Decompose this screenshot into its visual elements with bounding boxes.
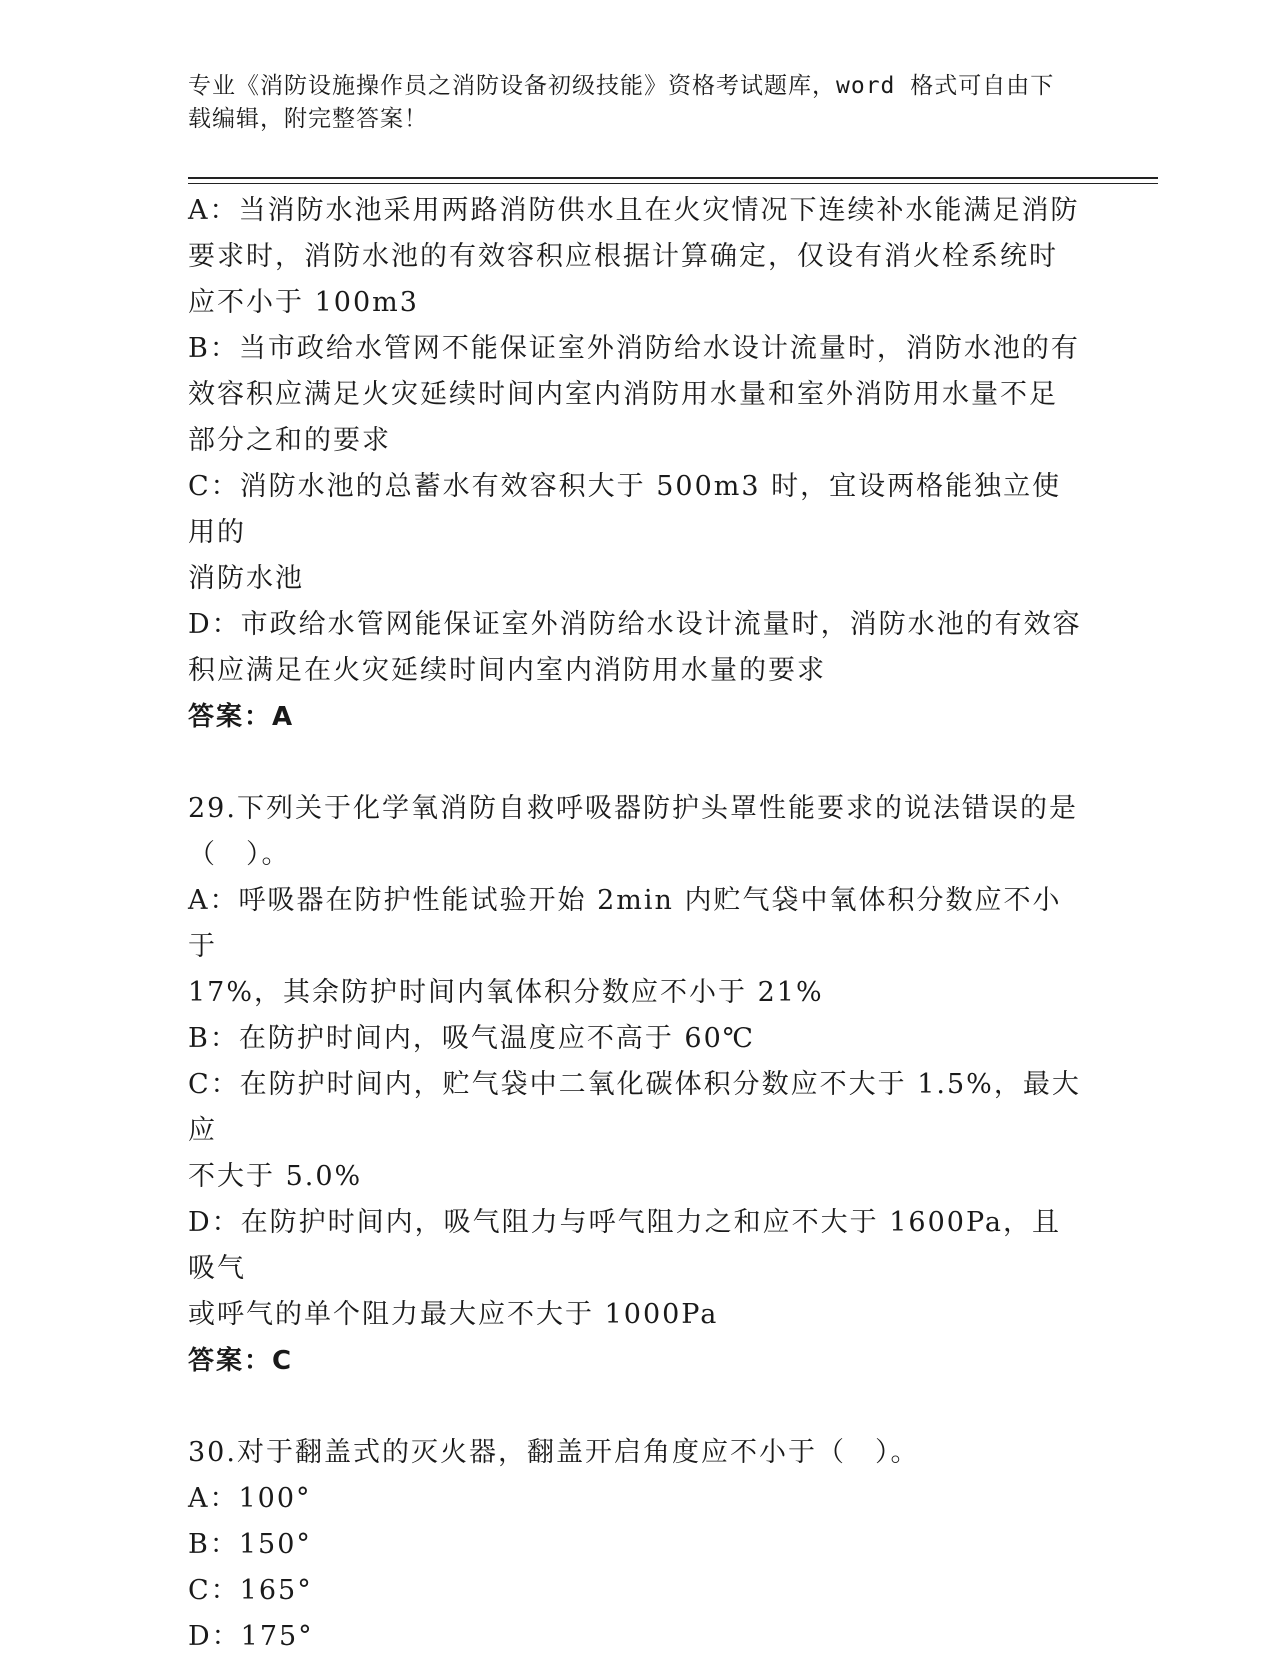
question-spacer — [188, 1384, 1088, 1430]
q28-option-d-line: D：市政给水管网能保证室外消防给水设计流量时，消防水池的有效容 — [188, 609, 1082, 640]
q28-option-c — [188, 464, 1088, 602]
q28-option-a-line: 应不小于 100m3 — [188, 287, 419, 318]
q29-answer: 答案：C — [188, 1346, 294, 1376]
q30-option-c: C：165° — [188, 1575, 313, 1606]
q29-option-d — [188, 1200, 1088, 1338]
q29-option-d-line: D：在防护时间内，吸气阻力与呼气阻力之和应不大于 1600Pa，且吸气 — [188, 1207, 1061, 1284]
q29-option-a-line: 17%，其余防护时间内氧体积分数应不小于 21% — [188, 977, 824, 1008]
q29-stem-line: 29.下列关于化学氧消防自救呼吸器防护头罩性能要求的说法错误的是 — [188, 793, 1078, 824]
header-line-2: 载编辑，附完整答案！ — [188, 106, 428, 132]
q28-option-c-line: 消防水池 — [188, 563, 304, 594]
header-rule-thick — [188, 177, 1158, 179]
header-rule-thin — [188, 183, 1158, 184]
q28-option-d — [188, 602, 1088, 694]
q28-option-b-line: B：当市政给水管网不能保证室外消防给水设计流量时，消防水池的有 — [188, 333, 1080, 364]
question-spacer — [188, 740, 1088, 786]
q29-stem — [188, 786, 1088, 878]
q28-option-b — [188, 326, 1088, 464]
q29-stem-line: （ ）。 — [188, 839, 291, 870]
q30-stem — [188, 1430, 1088, 1476]
q30-option-b: B：150° — [188, 1529, 312, 1560]
q29-option-a — [188, 878, 1088, 1016]
q29-option-a-line: A：呼吸器在防护性能试验开始 2min 内贮气袋中氧体积分数应不小于 — [188, 885, 1062, 962]
question-content — [188, 188, 1088, 1660]
q28-option-d-line: 积应满足在火灾延续时间内室内消防用水量的要求 — [188, 655, 826, 686]
q29-option-b — [188, 1016, 1088, 1062]
q28-option-b-line: 效容积应满足火灾延续时间内室内消防用水量和室外消防用水量不足 — [188, 379, 1058, 410]
q28-option-a-line: 要求时，消防水池的有效容积应根据计算确定，仅设有消火栓系统时 — [188, 241, 1058, 272]
q28-option-a-line: A：当消防水池采用两路消防供水且在火灾情况下连续补水能满足消防 — [188, 195, 1080, 226]
q28-option-c-line: C：消防水池的总蓄水有效容积大于 500m3 时，宜设两格能独立使用的 — [188, 471, 1062, 548]
q29-option-c — [188, 1062, 1088, 1200]
q28-option-b-line: 部分之和的要求 — [188, 425, 391, 456]
header-line-1: 专业《消防设施操作员之消防设备初级技能》资格考试题库，word 格式可自由下 — [188, 73, 1055, 99]
q28-answer: 答案：A — [188, 702, 295, 732]
q29-option-d-line: 或呼气的单个阻力最大应不大于 1000Pa — [188, 1299, 719, 1330]
q29-option-c-line: 不大于 5.0% — [188, 1161, 363, 1192]
q29-option-c-line: C：在防护时间内，贮气袋中二氧化碳体积分数应不大于 1.5%，最大应 — [188, 1069, 1081, 1146]
document-header — [188, 70, 1078, 136]
q30-option-a: A：100° — [188, 1483, 312, 1514]
q30-stem-line: 30.对于翻盖式的灭火器，翻盖开启角度应不小于（ ）。 — [188, 1437, 920, 1468]
q30-option-d: D：175° — [188, 1621, 314, 1652]
q29-option-b-line: B：在防护时间内，吸气温度应不高于 60℃ — [188, 1023, 755, 1054]
q28-option-a — [188, 188, 1088, 326]
